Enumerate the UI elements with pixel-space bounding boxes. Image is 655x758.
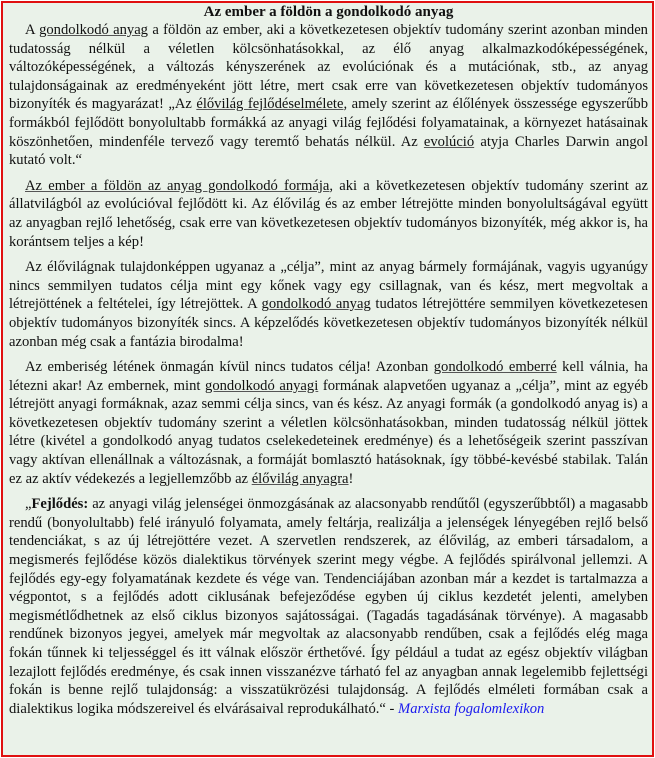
paragraph-1: A gondolkodó anyag a földön az ember, aki a következetesen objektív tudomány szerint azonban minden tudatosság nélkül a véletlen kölcsönhatásokkal, az élő anyag alkalmazkodóképességének, változóképességének, a változás kényszerének az evolúciónak és a mutációnak, stb., az anyag tulajdonságainak az eredményeként jött létre, mert csak erre van következetesen objektív tudományos bizonyíték és magyarázat! „Az élővilág fejlődéselmélete, amely szerint az élőlények összessége egyszerűbb formákból fejlődött bonyolultabb formákká az anyagi világ fejlődési folyamatainak, a környezet hatásainak köszönhetően, mindenféle tervező vagy teremtő behatás nélkül. Az evolúció atyja Charles Darwin angol kutató volt.“ bbox=[9, 22, 648, 169]
link-marxista-fogalomlexikon[interactable]: Marxista fogalomlexikon bbox=[398, 700, 545, 717]
article bbox=[3, 3, 652, 718]
link-gondolkodo-anyagi[interactable]: gondolkodó anyagi bbox=[205, 377, 319, 394]
link-gondolkodo-emberre[interactable]: gondolkodó emberré bbox=[433, 359, 557, 376]
page-frame bbox=[1, 1, 654, 757]
link-gondolkodo-anyag[interactable]: gondolkodó anyag bbox=[39, 22, 148, 38]
page-title: Az ember a földön a gondolkodó anyag bbox=[203, 4, 454, 20]
link-gondolkodo-anyag-2[interactable]: gondolkodó anyag bbox=[261, 296, 371, 313]
link-gondolkodo-forma[interactable]: Az ember a földön az anyag gondolkodó formája bbox=[25, 177, 330, 194]
paragraph-3: Az élővilágnak tulajdonképpen ugyanaz a „célja”, mint az anyag bármely formájának, vagyis ugyanúgy nincs semmilyen tudatos célja mint egy kőnek vagy egy csillagnak, van és kész, mert megvoltak a létrejöttének a feltételei, így létrejöttek. A gondolkodó anyag tudatos létrejöttére semmilyen következetesen objektív tudományos bizonyíték sincs. A képzelődés következetesen objektív tudományos bizonyíték nélkül azonban még csak a fantázia birodalma! bbox=[9, 259, 648, 350]
link-evolucio[interactable]: evolúció bbox=[423, 133, 475, 150]
paragraph-2: Az ember a földön az anyag gondolkodó formája, aki a következetesen objektív tudomány szerint az állatvilágból az evolúcióval fejlődött ki. Az élővilág és az ember létrejötte minden bonyolultságával együtt az anyagban rejlő lehetőség, csak erre van következetesen objektív tudományos bizonyíték, még akkor is, ha korántsem teljes a kép! bbox=[9, 177, 648, 250]
link-elovilag-fejlodeselmelete[interactable]: élővilág fejlődéselmélete bbox=[196, 96, 344, 113]
paragraph-5-quote: „Fejlődés: az anyagi világ jelenségei önmozgásának az alacsonyabb rendűtől (egyszerűbbtől) a magasabb rendű (bonyolultabb) felé irányuló folyamata, amely feltárja, realizálja a jelenségek lényegében rejlő belső tendenciákat, s az új létrejöttére vezet. A szervetlen rendszerek, az élővilág, az emberi társadalom, a megismerés fejlődése közös dialektikus törvények szerint megy végbe. A fejlődés spirálvonal jellemzi. A fejlődés egy-egy folyamatának kezdete és vége van. Tendenciájában azonban már a kezdet is tartalmazza a végpontot, s a fejlődés adott ciklusának befejeződése egyben új ciklus kezdetét jelenti, amelyben megismétlődhetnek az első ciklus bizonyos sajátosságai. (Tagadás tagadásának törvénye). A magasabb rendűnek bizonyos jegyei, amelyek már megvoltak az alacsonyabb rendűben, csak a fejlődés elég maga fokán tűnnek ki teljességgel és itt válnak először érthetővé. Így például a tudat az egész objektív világban lezajlott fejlődés eredménye, és csak innen visszanézve tárható fel az anyagban annak legelemibb fejlettségi fokán is benne rejlő tulajdonság: a visszatükrözési tulajdonság. A fejlődés elméleti formában csak a dialektikus logika módszereivel és elvárásaival reprodukálható.“ - Marxista fogalomlexikon bbox=[9, 496, 648, 717]
link-elovilag-anyagra[interactable]: élővilág anyagra bbox=[251, 470, 349, 487]
paragraph-4: Az emberiség létének önmagán kívül nincs tudatos célja! Azonban gondolkodó emberré kell válnia, ha létezni akar! Az embernek, mint gondolkodó anyagi formának alapvetően ugyanaz a „célja”, mint az egyéb létrejött anyagi formáknak, azaz semmi célja sincs, van és kész. Az anyagi formák (a gondolkodó anyag is) a következetesen objektív tudomány szerint a véletlen kölcsönhatásokban, minden tudatosság nélkül jöttek létre (kivétel a gondolkodó anyag tudatos cselekedeteinek eredménye) és a lehetőségeik szerint passzívan vagy aktívan ellenállnak a változásnak, a formáját bomlasztó hatásoknak, így többé-kevésbé stabilak. Talán ez az aktív védekezés a legjellemzőbb az élővilág anyagra! bbox=[9, 359, 648, 487]
term-fejlodes: Fejlődés: bbox=[31, 496, 89, 513]
